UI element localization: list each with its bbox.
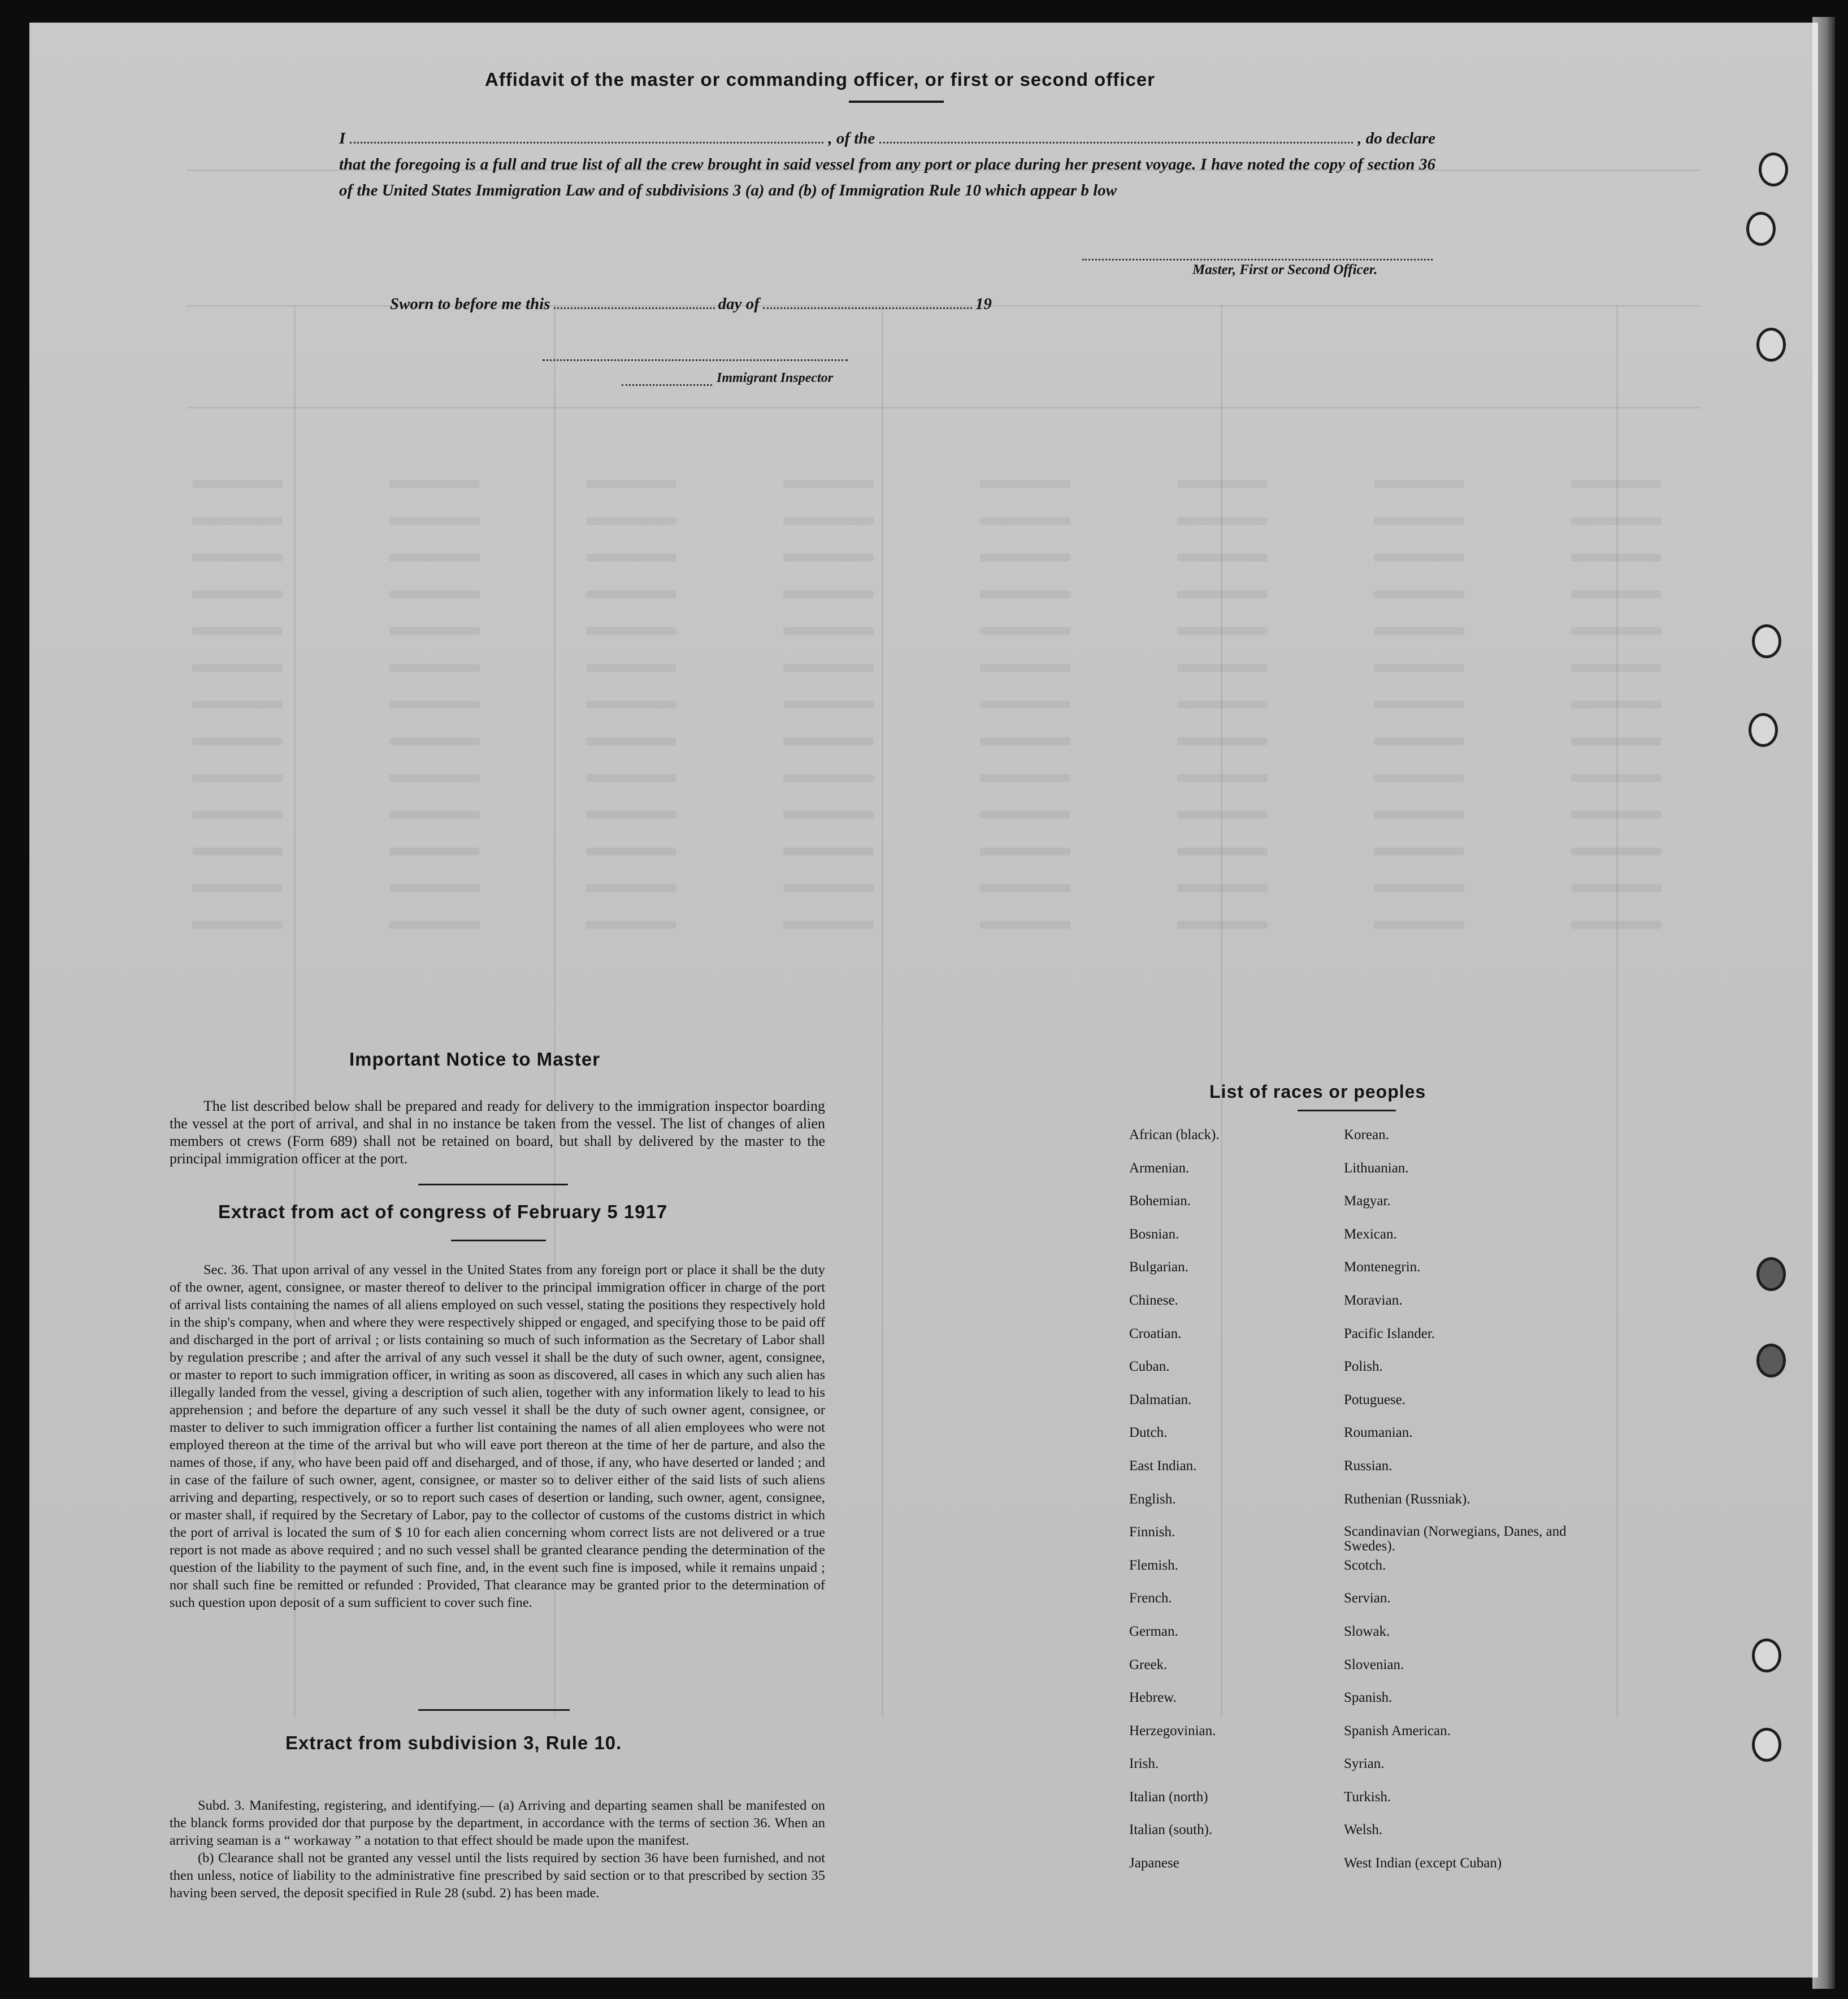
sworn-line bbox=[390, 295, 992, 314]
show-through-rule bbox=[186, 407, 1701, 409]
inspector-signature-blank[interactable] bbox=[543, 359, 848, 361]
race-item: East Indian. bbox=[1129, 1458, 1197, 1474]
race-item: Turkish. bbox=[1344, 1789, 1391, 1805]
race-item: Chinese. bbox=[1129, 1292, 1178, 1308]
races-list bbox=[1129, 1127, 1581, 1889]
race-item: French. bbox=[1129, 1590, 1172, 1606]
do-declare-text: , do declare bbox=[1357, 129, 1436, 147]
binder-hole bbox=[1756, 328, 1786, 362]
binder-hole bbox=[1752, 1639, 1781, 1672]
race-item: Roumanian. bbox=[1344, 1425, 1413, 1441]
section-divider bbox=[418, 1184, 568, 1185]
race-item: Croatian. bbox=[1129, 1326, 1182, 1341]
race-item: Korean. bbox=[1344, 1127, 1389, 1142]
declarant-prefix: I bbox=[339, 129, 346, 147]
of-the-text: , of the bbox=[828, 129, 875, 147]
race-item: Cuban. bbox=[1129, 1359, 1170, 1375]
binder-hole bbox=[1752, 624, 1781, 658]
affidavit-declaration-line bbox=[339, 125, 1435, 151]
race-item: Potuguese. bbox=[1344, 1392, 1406, 1407]
race-item: Scandinavian (Norwegians, Danes, and Swedes). bbox=[1344, 1524, 1567, 1554]
race-item: Spanish. bbox=[1344, 1690, 1392, 1706]
binder-hole bbox=[1749, 713, 1778, 747]
vessel-name-blank[interactable] bbox=[879, 142, 1353, 144]
race-item: Herzegovinian. bbox=[1129, 1723, 1216, 1739]
race-item: Armenian. bbox=[1129, 1160, 1190, 1176]
races-heading: List of races or peoples bbox=[1209, 1081, 1426, 1102]
race-item: African (black). bbox=[1129, 1127, 1220, 1142]
race-item: Slovenian. bbox=[1344, 1657, 1404, 1672]
notice-heading: Important Notice to Master bbox=[349, 1049, 601, 1070]
race-item: West Indian (except Cuban) bbox=[1344, 1855, 1502, 1871]
race-item: Welsh. bbox=[1344, 1822, 1383, 1838]
show-through-entries bbox=[192, 480, 1662, 958]
inspector-signature-blank[interactable] bbox=[622, 384, 712, 386]
section-36-text bbox=[170, 1261, 825, 1611]
race-item: Ruthenian (Russniak). bbox=[1344, 1491, 1470, 1507]
binder-hole bbox=[1759, 153, 1788, 186]
race-item: Slowak. bbox=[1344, 1623, 1390, 1639]
binder-hole bbox=[1756, 1344, 1786, 1377]
race-item: Hebrew. bbox=[1129, 1690, 1177, 1706]
binder-hole bbox=[1746, 212, 1776, 246]
race-item: German. bbox=[1129, 1623, 1178, 1639]
race-item: Finnish. bbox=[1129, 1524, 1175, 1540]
inspector-label: Immigrant Inspector bbox=[717, 371, 834, 385]
rule10-text bbox=[170, 1797, 825, 1902]
race-item: Dutch. bbox=[1129, 1425, 1168, 1441]
binder-hole bbox=[1752, 1728, 1781, 1762]
signature-label: Master, First or Second Officer. bbox=[1192, 262, 1378, 277]
race-item: Lithuanian. bbox=[1344, 1160, 1409, 1176]
section-divider bbox=[418, 1709, 570, 1711]
race-item: Bulgarian. bbox=[1129, 1259, 1188, 1275]
rule10-paragraph-b: (b) Clearance shall not be granted any vessel until the lists required by section 36 have been furnished, and not then unless, notice of liability to the administrative fine prescribed by said section or to that prescribed by section 35 having been served, the deposit specified in Rule 28 (subd. 2) has been made. bbox=[170, 1850, 825, 1901]
binder-hole bbox=[1756, 1257, 1786, 1291]
affidavit-body bbox=[339, 125, 1435, 203]
act-heading: Extract from act of congress of February 5 1917 bbox=[218, 1201, 668, 1222]
race-item: Bosnian. bbox=[1129, 1226, 1179, 1242]
race-item: Spanish American. bbox=[1344, 1723, 1451, 1739]
heading-underline bbox=[849, 101, 944, 103]
notice-text bbox=[170, 1097, 825, 1167]
section-36-paragraph: Sec. 36. That upon arrival of any vessel in the United States from any foreign port or place it shall be the duty of the owner, agent, consignee, or master thereof to deliver to the principal immigration officer in charge of the port of arrival lists containing the names of all aliens employed on such vessel, stating the positions they respectively hold in the ship's company, when and where they were respectively shipped or engaged, and specifying those to be paid off and discharged in the port of arrival ; or lists containing so much of such information as the Secretary of Labor shall by regulation prescribe ; and after the arrival of any such vessel it shall be the duty of such owner, agent, consignee, or master to report to such immigration officer, in writing as soon as discovered, all cases in which any such alien has illegally landed from the vessel, giving a description of such alien, together with any information likely to lead to his apprehension ; and before the departure of any such vessel it shall be the duty of such owner agent, consignee, or master to deliver to such immigration officer a further list containing the names of all alien employees who were not employed thereon at the time of the arrival but who will eave port thereon at the time of her de parture, and also the names of those, if any, who have been paid off and diseharged, and of those, if any, who have deserted or landed ; and in case of the failure of such owner, agent, consignee, or master so to deliver either of the said lists of such aliens arriving and departing, respectively, or so to report such cases of desertion or landing, such owner, agent, consignee, or master shall, if required by the Secretary of Labor, pay to the collector of customs of the customs district in which the port of arrival is located the sum of $ 10 for each alien concerning whom correct lists are not delivered or a true report is not made as above required ; and no such vessel shall be granted clearance pending the determination of the question of the liability to the payment of such fine, and, in the event such fine is imposed, while it remains unpaid ; nor shall such fine be remitted or refunded : Provided, That clearance may be granted prior to the determination of such question upon deposit of a sum sufficient to cover such fine. bbox=[170, 1262, 825, 1610]
sworn-month-blank[interactable] bbox=[763, 307, 972, 309]
race-item: Russian. bbox=[1344, 1458, 1392, 1474]
sworn-day-blank[interactable] bbox=[554, 307, 715, 309]
race-item: Japanese bbox=[1129, 1855, 1179, 1871]
race-item: Montenegrin. bbox=[1344, 1259, 1421, 1275]
declarant-name-blank[interactable] bbox=[350, 142, 823, 144]
sworn-text: Sworn to before me this bbox=[390, 295, 550, 313]
race-item: English. bbox=[1129, 1491, 1176, 1507]
notice-paragraph: The list described below shall be prepared and ready for delivery to the immigration inspector boarding the vessel at the port of arrival, and shal in no instance be taken from the vessel. The list of changes of alien members ot crews (Form 689) shall not be retained on board, but shall by delivered by the master to the principal immigration officer at the port. bbox=[170, 1098, 825, 1167]
race-item: Italian (south). bbox=[1129, 1822, 1213, 1838]
race-item: Italian (north) bbox=[1129, 1789, 1208, 1805]
rule10-paragraph-a: Subd. 3. Manifesting, registering, and identifying.— (a) Arriving and departing seamen shall be manifested on the blanck forms provided dor that purpose by the department, in accordance with the terms of section 36. When an arriving seaman is a “ workaway ” a notation to that effect should be made upon the manifest. bbox=[170, 1798, 825, 1848]
race-item: Greek. bbox=[1129, 1657, 1168, 1672]
signature-blank[interactable] bbox=[1082, 259, 1433, 260]
race-item: Servian. bbox=[1344, 1590, 1391, 1606]
affidavit-statement: that the foregoing is a full and true list of all the crew brought in said vessel from any port or place during her present voyage. I have noted the copy of section 36 of the United States Immigration Law and of subdivisions 3 (a) and (b) of Immigration Rule 10 which appear b low bbox=[339, 155, 1435, 199]
race-item: Bohemian. bbox=[1129, 1193, 1191, 1209]
race-item: Polish. bbox=[1344, 1359, 1383, 1375]
year-prefix: 19 bbox=[975, 295, 992, 313]
day-of-text: day of bbox=[718, 295, 760, 313]
affidavit-heading: Affidavit of the master or commanding officer, or first or second officer bbox=[485, 69, 1156, 90]
race-item: Scotch. bbox=[1344, 1557, 1386, 1573]
rule10-heading: Extract from subdivision 3, Rule 10. bbox=[285, 1732, 622, 1753]
race-item: Irish. bbox=[1129, 1756, 1159, 1772]
race-item: Moravian. bbox=[1344, 1292, 1403, 1308]
race-item: Dalmatian. bbox=[1129, 1392, 1192, 1407]
heading-underline bbox=[1298, 1110, 1396, 1111]
race-item: Flemish. bbox=[1129, 1557, 1178, 1573]
race-item: Syrian. bbox=[1344, 1756, 1385, 1772]
race-item: Magyar. bbox=[1344, 1193, 1391, 1209]
race-item: Pacific Islander. bbox=[1344, 1326, 1435, 1341]
heading-underline bbox=[451, 1240, 546, 1241]
race-item: Mexican. bbox=[1344, 1226, 1397, 1242]
